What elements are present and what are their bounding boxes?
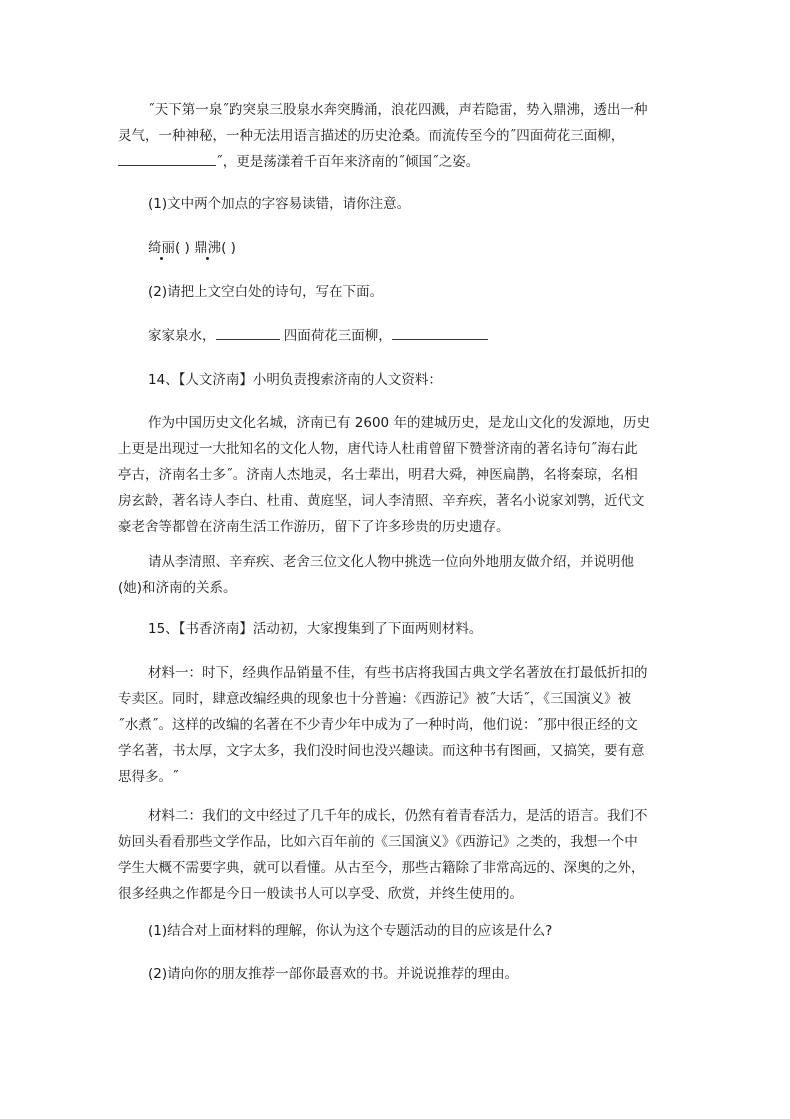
question-line: 请从李清照、辛弃疾、老舍三位文化人物中挑选一位向外地朋友做介绍，并说明他 xyxy=(148,554,634,570)
material-line: 妨回头看看那些文学作品，比如六百年前的《三国演义》《西游记》之类的，我想一个中 xyxy=(118,834,638,850)
q14-passage xyxy=(118,410,673,540)
answer-blank[interactable] xyxy=(392,325,488,340)
answer-blank[interactable] xyxy=(216,325,280,340)
material-line: 很多经典之作都是今日一般读书人可以享受、欣赏，并终生使用的。 xyxy=(118,886,523,902)
material-line: 材料二：我们的文中经过了几千年的成长，仍然有着青春活力，是活的语言。我们不 xyxy=(148,808,648,824)
answer-paren[interactable]: ( ) xyxy=(221,240,236,256)
poem-part2: 四面荷花三面柳， xyxy=(283,328,392,344)
q15-material1 xyxy=(118,660,673,790)
passage-line: 上更是出现过一大批知名的文化人物，唐代诗人杜甫曾留下赞誉济南的著名诗句˝海右此 xyxy=(118,441,638,457)
q13-part1: (1)文中两个加点的字容易读错，请你注意。 xyxy=(148,196,411,212)
q14-title: 14、【人文济南】小明负责搜索济南的人文资料： xyxy=(148,372,442,388)
passage-line: 豪老舍等都曾在济南生活工作游历，留下了许多珍贵的历史遗存。 xyxy=(118,519,510,535)
answer-paren[interactable]: ( ) xyxy=(175,240,190,256)
passage-quan xyxy=(118,97,673,175)
q15-material2 xyxy=(118,803,673,907)
answer-blank[interactable] xyxy=(118,151,216,166)
material-line: 学生大概不需要字典，就可以看懂。从古至今，那些古籍除了非常高远的、深奥的之外， xyxy=(118,860,645,876)
q15-part2: (2)请向你的朋友推荐一部你最喜欢的书。并说说推荐的理由。 xyxy=(148,966,519,982)
word-qili: 绮丽 xyxy=(148,240,175,256)
q15-title: 15、【书香济南】活动初，大家搜集到了下面两则材料。 xyxy=(148,621,483,637)
passage-line xyxy=(118,149,673,175)
q14-question xyxy=(118,549,673,601)
q15-part1: (1)结合对上面材料的理解，你认为这个专题活动的目的应该是什么? xyxy=(148,923,553,939)
passage-line: 房玄龄，著名诗人李白、杜甫、黄庭坚，词人李清照、辛弃疾，著名小说家刘鹗，近代文 xyxy=(118,493,645,509)
passage-line: 灵气，一种神秘，一种无法用语言描述的历史沧桑。而流传至今的˝四面荷花三面柳， xyxy=(118,128,625,144)
passage-line: ˝天下第一泉˝趵突泉三股泉水奔突腾涌，浪花四溅，声若隐雷，势入鼎沸，透出一种 xyxy=(148,102,648,118)
question-line: (她)和济南的关系。 xyxy=(118,580,237,596)
q13-part2: (2)请把上文空白处的诗句，写在下面。 xyxy=(148,284,384,300)
passage-text: ˝，更是荡漾着千百年来济南的˝倾国˝之姿。 xyxy=(216,154,480,170)
q13-part2-answer xyxy=(118,323,673,349)
poem-part1: 家家泉水， xyxy=(148,328,216,344)
material-line: 材料一：时下，经典作品销量不佳，有些书店将我国古典文学名著放在打最低折扣的 xyxy=(148,665,648,681)
material-line: 学名著，书太厚，文字太多，我们没时间也没兴趣读。而这种书有图画，又搞笑，要有意 xyxy=(118,743,645,759)
word-dingfei: 鼎沸 xyxy=(194,240,222,256)
material-line: 思得多。˝ xyxy=(118,769,179,785)
material-line: 专卖区。同时，肆意改编经典的现象也十分普遍：《西游记》被˝大话˝，《三国演义》被 xyxy=(118,691,631,707)
passage-line: 作为中国历史文化名城，济南已有 2600 年的建城历史，是龙山文化的发源地，历史 xyxy=(148,415,650,431)
material-line: ˝水煮˝。这样的改编的名著在不少青少年中成为了一种时尚，他们说：˝那中很正经的文 xyxy=(118,717,638,733)
q13-part1-answer xyxy=(118,235,673,261)
passage-line: 亭古，济南名士多˝。济南人杰地灵，名士辈出，明君大舜，神医扁鹊，名将秦琼，名相 xyxy=(118,467,638,483)
